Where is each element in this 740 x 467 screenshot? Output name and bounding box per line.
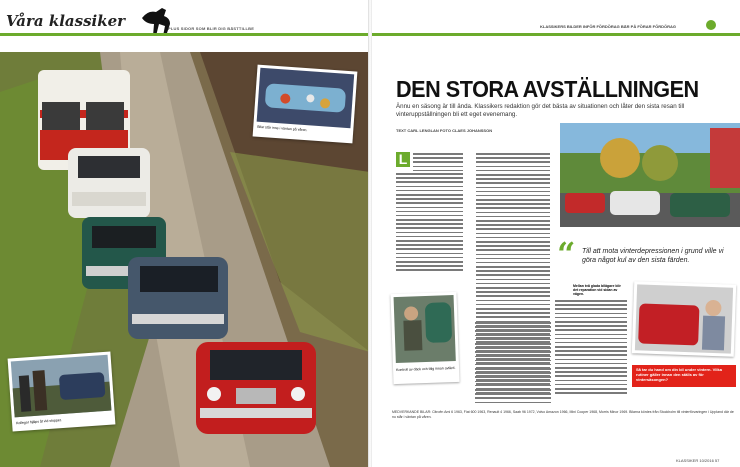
parking-lot-photo [560,123,740,227]
body-column-3 [555,300,627,396]
body-column-1a [413,153,463,174]
article-title: DEN STORA AVSTÄLLNINGEN [396,76,699,102]
pull-quote: Till att mota vinterdepressionen i grund ville vi göra något kul av den sista färden. [582,248,724,264]
header-badge-icon [706,20,716,30]
promo-box: Så tar du hand om din bil under vintern. Vilka rutiner gäller innan den ställs av för vintersäsongen? [632,365,736,387]
fix-caption: Mellan två glada bilägare blir det reparation vid sidan av vägen. [573,284,621,296]
quote-mark-icon: “ [557,235,576,273]
inset-top-caption: Bilar står inne i väntan på våren. [257,124,308,133]
section-title: Våra klassiker [6,12,126,30]
mechanic-caption: Kontroll av däck och fälg innan avfärd. [396,365,456,373]
inset-photo-people [8,351,116,431]
repair-photo [632,281,736,357]
drop-cap: L [396,152,410,167]
article-ingress: Ännu en säsong är till ända. Klassikers redaktion gör det bästa av situationen och låter den sista resan till vinteruppställningen bli ett eget evenemang. [396,103,685,118]
body-column-2b [475,322,551,406]
mechanic-photo [390,292,459,384]
body-column-1 [396,173,463,274]
inset-bottom-caption: Kollegor hjälps åt vid stoppet. [15,418,62,426]
page-folio: KLASSIKER 10/2016 57 [676,458,720,463]
inset-photo-garage [253,65,358,144]
spread-gutter [368,0,372,467]
article-byline: TEXT CARL LENGLAN FOTO CLAES JOHANSSON [396,128,493,133]
header-right-tag: KLASSIKERS BILDER INFÖR FÖRDÖRAG BÄR PÅ FÖRAR FÖRDÖRAG [540,24,676,29]
section-subtitle: PLUS SIDOR SOM BLIR DIG BÄSTTILLBE [168,26,255,31]
cars-list: MEDVERKANDE BILAR: Citroën Ami 6 1963, Fiat 600 1963, Renault 4 1966, Saab 96 1972, Volvo Amazon 1966, Mini Cooper 1968, Morris Minor 1969. Bilarna kördes från Stockholm till vinterförvaringen i Uppland där de nu står i väntan på våren. [392,410,734,419]
